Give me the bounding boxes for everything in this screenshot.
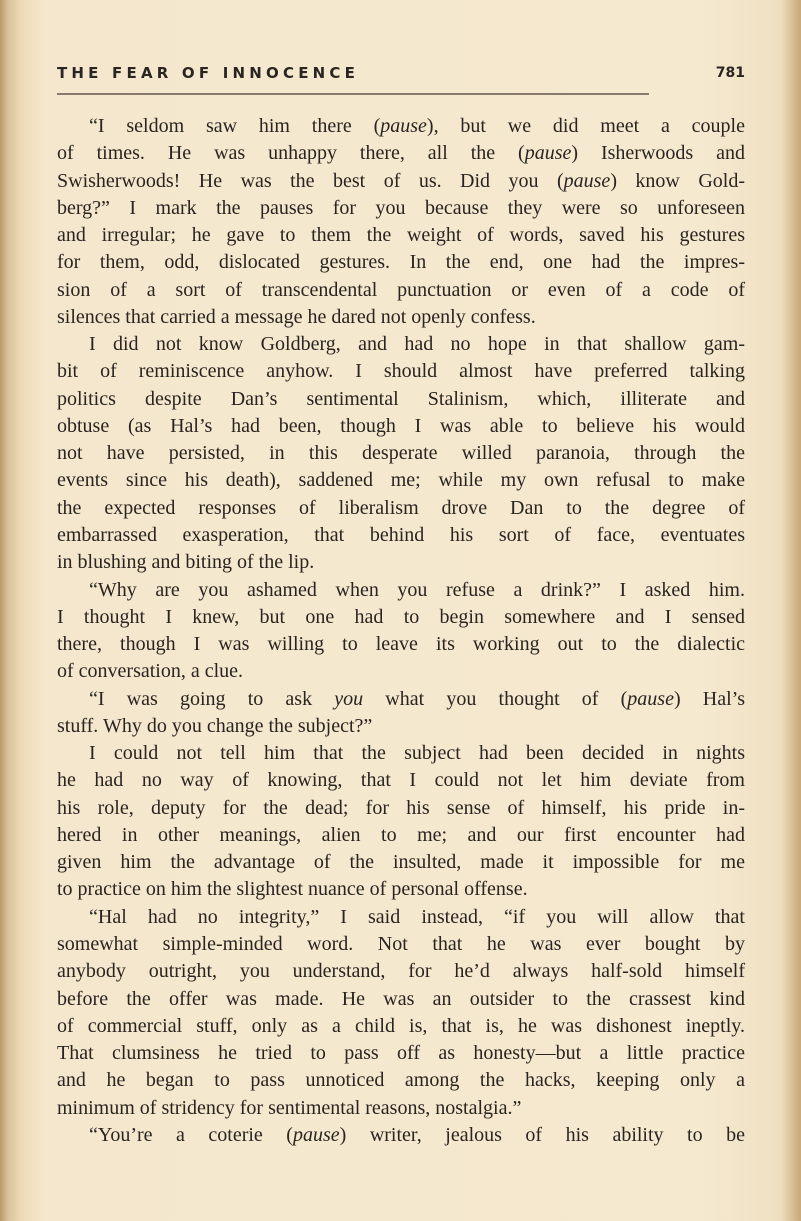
paragraph: [57, 904, 745, 1122]
text-segment: to practice on him the slightest nuance of personal offense.: [57, 878, 528, 901]
paragraph: [57, 113, 745, 331]
text-segment: “You’re a coterie (: [89, 1123, 293, 1146]
text-line: [57, 140, 745, 167]
text-line: [57, 604, 745, 631]
text-line: [57, 440, 745, 467]
header-rule: [57, 93, 649, 95]
text-segment: ), but we did meet a couple: [426, 115, 745, 137]
text-line: [57, 358, 745, 385]
text-segment: the expected responses of liberalism drove Dan to the degree of: [57, 496, 745, 519]
text-segment: and he began to pass unnoticed among the hacks, keeping only a: [57, 1069, 745, 1092]
text-segment: there, though I was willing to leave its working out to the dialectic: [57, 633, 745, 656]
running-title: THE FEAR OF INNOCENCE: [57, 64, 360, 82]
text-line: [57, 958, 745, 985]
text-line: [57, 549, 745, 576]
text-line: [57, 413, 745, 440]
text-line: [57, 522, 745, 549]
text-line: [57, 386, 745, 413]
italic-text: pause: [292, 1123, 340, 1146]
text-line: [57, 931, 745, 958]
italic-text: pause: [524, 142, 572, 165]
text-segment: Swisherwoods! He was the best of us. Did you (: [57, 169, 564, 192]
body-text: [57, 113, 745, 1149]
text-line: [57, 795, 745, 822]
text-segment: before the offer was made. He was an outsider to the crassest kind: [57, 987, 745, 1010]
text-line: [57, 304, 745, 331]
text-line: [57, 767, 745, 794]
text-segment: stuff. Why do you change the subject?”: [57, 714, 373, 737]
text-segment: “Hal had no integrity,” I said instead, “if you will allow that: [89, 905, 745, 928]
text-segment: minimum of stridency for sentimental reasons, nostalgia.”: [57, 1096, 522, 1119]
text-segment: embarrassed exasperation, that behind his sort of face, eventuates: [57, 523, 745, 546]
italic-text: pause: [380, 115, 427, 137]
italic-text: pause: [627, 687, 674, 710]
text-line: [57, 904, 745, 931]
text-segment: for them, odd, dislocated gestures. In the end, one had the impres-: [57, 251, 745, 274]
text-line: [57, 740, 745, 767]
text-segment: silences that carried a message he dared not openly confess.: [57, 305, 536, 328]
text-segment: politics despite Dan’s sentimental Stalinism, which, illiterate and: [57, 387, 745, 410]
text-segment: somewhat simple-minded word. Not that he was ever bought by: [57, 932, 745, 955]
running-header: [57, 64, 745, 88]
text-line: [57, 849, 745, 876]
text-segment: anybody outright, you understand, for he’d always half-sold himself: [57, 960, 745, 983]
text-segment: what you thought of (: [363, 687, 628, 710]
text-line: [57, 631, 745, 658]
text-segment: events since his death), saddened me; while my own refusal to make: [57, 469, 745, 492]
text-line: [57, 249, 745, 276]
text-segment: “Why are you ashamed when you refuse a drink?” I asked him.: [89, 578, 745, 601]
text-line: [57, 986, 745, 1013]
text-line: [57, 113, 745, 140]
text-segment: of times. He was unhappy there, all the (: [57, 142, 525, 165]
italic-text: you: [334, 687, 364, 710]
text-segment: I could not tell him that the subject had been decided in nights: [89, 742, 745, 765]
text-segment: I thought I knew, but one had to begin somewhere and I sensed: [57, 605, 745, 628]
text-line: [57, 277, 745, 304]
text-segment: in blushing and biting of the lip.: [57, 551, 315, 574]
paragraph: [57, 740, 745, 904]
paragraph: [57, 331, 745, 576]
italic-text: pause: [563, 169, 611, 192]
text-segment: of conversation, a clue.: [57, 660, 244, 683]
text-line: [57, 1067, 745, 1094]
text-segment: That clumsiness he tried to pass off as honesty—but a little practice: [57, 1042, 745, 1065]
text-segment: I did not know Goldberg, and had no hope in that shallow gam-: [89, 333, 745, 356]
text-line: [57, 495, 745, 522]
paragraph: [57, 1122, 745, 1149]
text-line: [57, 222, 745, 249]
text-segment: sion of a sort of transcendental punctuation or even of a code of: [57, 278, 745, 301]
page-number: 781: [715, 65, 745, 81]
text-segment: ) Hal’s: [673, 687, 745, 710]
paragraph: [57, 577, 745, 686]
text-line: [57, 467, 745, 494]
text-line: [57, 658, 745, 685]
text-segment: hered in other meanings, alien to me; and our first encounter had: [57, 823, 745, 846]
text-segment: not have persisted, in this desperate willed paranoia, through the: [57, 442, 745, 465]
text-line: [57, 686, 745, 713]
text-segment: given him the advantage of the insulted, made it impossible for me: [57, 851, 745, 874]
text-line: [57, 822, 745, 849]
text-line: [57, 1122, 745, 1149]
text-segment: he had no way of knowing, that I could not let him deviate from: [57, 769, 745, 792]
text-segment: ) know Gold-: [610, 169, 745, 192]
text-segment: bit of reminiscence anyhow. I should almost have preferred talking: [57, 360, 745, 383]
text-line: [57, 1095, 745, 1122]
text-line: [57, 876, 745, 903]
text-line: [57, 195, 745, 222]
text-segment: and irregular; he gave to them the weight of words, saved his gestures: [57, 224, 745, 247]
text-line: [57, 577, 745, 604]
text-line: [57, 1040, 745, 1067]
text-segment: his role, deputy for the dead; for his sense of himself, his pride in-: [57, 796, 745, 819]
text-segment: berg?” I mark the pauses for you because they were so unforeseen: [57, 196, 745, 219]
text-segment: obtuse (as Hal’s had been, though I was able to believe his would: [57, 414, 745, 437]
text-segment: of commercial stuff, only as a child is, that is, he was dishonest ineptly.: [57, 1014, 745, 1037]
text-line: [57, 331, 745, 358]
paragraph: [57, 686, 745, 741]
text-segment: “I seldom saw him there (: [89, 115, 381, 137]
text-line: [57, 713, 745, 740]
text-segment: ) writer, jealous of his ability to be: [339, 1123, 745, 1146]
text-segment: ) Isherwoods and: [571, 142, 745, 165]
text-line: [57, 1013, 745, 1040]
text-line: [57, 168, 745, 195]
text-segment: “I was going to ask: [89, 687, 335, 710]
